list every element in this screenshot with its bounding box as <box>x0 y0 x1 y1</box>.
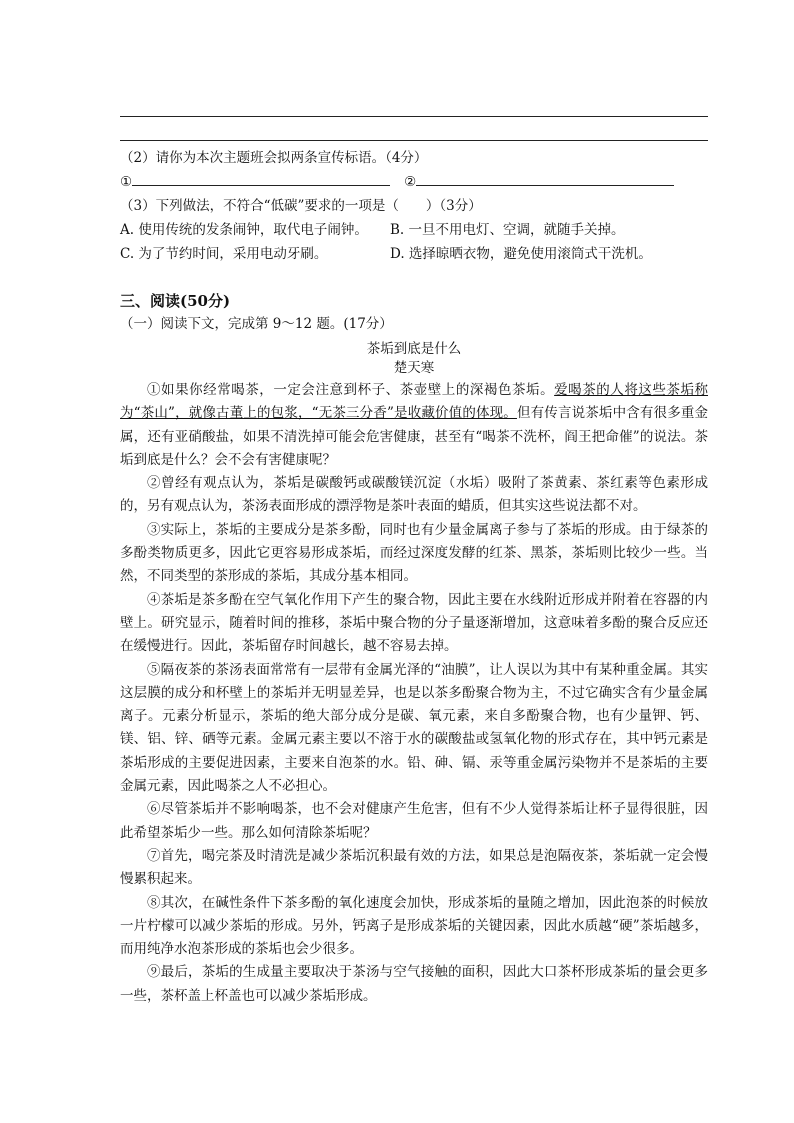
paragraph-9: ⑨最后，茶垢的生成量主要取决于茶汤与空气接触的面积，因此大口茶杯形成茶垢的量会更多一些，茶杯盖上杯盖也可以减少茶垢形成。 <box>120 964 708 1004</box>
slogan-2-marker: ② <box>404 174 417 190</box>
article-title: 茶垢到底是什么 <box>366 341 462 357</box>
paragraph-8: ⑧其次，在碱性条件下茶多酚的氧化速度会加快，形成茶垢的量随之增加，因此泡茶的时候放一片柠檬可以减少茶垢的形成。另外，钙离子是形成茶垢的关键因素，因此水质越“硬”茶垢越多，而用纯净水泡茶形成的茶垢也会少很多。 <box>120 894 708 958</box>
answer-line <box>120 140 708 141</box>
question-3-prompt: （3）下列做法，不符合“低碳”要求的一项是（ ）（3分） <box>120 198 482 214</box>
paragraph-2: ②曾经有观点认为，茶垢是碳酸钙或碳酸镁沉淀（水垢）吸附了茶黄素、茶红素等色素形成的，另有观点认为，茶汤表面形成的漂浮物是茶叶表面的蜡质，但其实这些说法都不对。 <box>120 475 708 515</box>
paragraph-6: ⑥尽管茶垢并不影响喝茶，也不会对健康产生危害，但有不少人觉得茶垢让杯子显得很脏，因此希望茶垢少一些。那么如何清除茶垢呢？ <box>120 801 708 841</box>
option-b: B. 一旦不用电灯、空调，就随手关掉。 <box>390 222 625 238</box>
paragraph-7: ⑦首先，喝完茶及时清洗是减少茶垢沉积最有效的方法，如果总是泡隔夜茶，茶垢就一定会慢慢累积起来。 <box>120 847 708 888</box>
slogan-2-blank <box>416 171 674 186</box>
question-2-prompt: （2）请你为本次主题班会拟两条宣传标语。（4分） <box>120 150 428 166</box>
option-d: D. 选择晾晒衣物，避免使用滚筒式干洗机。 <box>390 246 652 262</box>
question-2-answer-row <box>120 171 710 193</box>
article-author: 楚天寒 <box>393 360 435 376</box>
paragraph-1-text: ①如果你经常喝茶，一定会注意到杯子、茶壶壁上的深褐色茶垢。 <box>147 382 555 398</box>
question-3-options-row-1 <box>120 219 710 241</box>
underlined-sentence: 爱喝茶的人将这些茶垢称为“茶山”，就像古董上的包浆，“无茶三分香”是收藏价值的体现。 <box>120 382 709 422</box>
section-title: 三、阅读(50分) <box>120 292 231 310</box>
slogan-1-marker: ① <box>120 174 133 190</box>
option-a: A. 使用传统的发条闹钟，取代电子闹钟。 <box>120 222 368 238</box>
article-body <box>120 379 708 1008</box>
section-subtitle: （一）阅读下文，完成第 9～12 题。(17分） <box>120 316 393 332</box>
paragraph-4: ④茶垢是茶多酚在空气氧化作用下产生的聚合物，因此主要在水线附近形成并附着在容器的内壁上。研究显示，随着时间的推移，茶垢中聚合物的分子量逐渐增加，这意味着多酚的聚合反应还在缓慢进行。因此，茶垢留存时间越长，越不容易去掉。 <box>120 591 708 655</box>
answer-line <box>120 116 708 117</box>
paragraph-5: ⑤隔夜茶的茶汤表面常常有一层带有金属光泽的“油膜”，让人误以为其中有某种重金属。其实这层膜的成分和杯壁上的茶垢并无明显差异，也是以茶多酚聚合物为主，不过它确实含有少量金属离子。元素分析显示，茶垢的绝大部分成分是碳、氧元素，来自多酚聚合物，也有少量钾、钙、镁、铝、锌、硒等元素。金属元素主要以不溶于水的碳酸盐或氢氧化物的形式存在，其中钙元素是茶垢形成的主要促进因素，主要来自泡茶的水。铅、砷、镉、汞等重金属污染物并不是茶垢的主要金属元素，因此喝茶之人不必担心。 <box>120 661 708 795</box>
paragraph-1-text-cont: 但有传言说茶垢中含有很多重金属，还有亚硝酸盐，如果不清洗掉可能会危害健康，甚至有“喝茶不洗杯，阎王把命催”的说法。茶垢到底是什么？会不会有害健康呢？ <box>120 405 709 468</box>
question-3-options-row-2 <box>120 243 710 265</box>
paragraph-1 <box>120 379 708 472</box>
slogan-1-blank <box>132 171 390 186</box>
paragraph-3: ③实际上，茶垢的主要成分是茶多酚，同时也有少量金属离子参与了茶垢的形成。由于绿茶的多酚类物质更多，因此它更容易形成茶垢，而经过深度发酵的红茶、黑茶，茶垢则比较少一些。当然，不同类型的茶形成的茶垢，其成分基本相同。 <box>120 521 708 585</box>
option-c: C. 为了节约时间，采用电动牙刷。 <box>120 246 328 262</box>
